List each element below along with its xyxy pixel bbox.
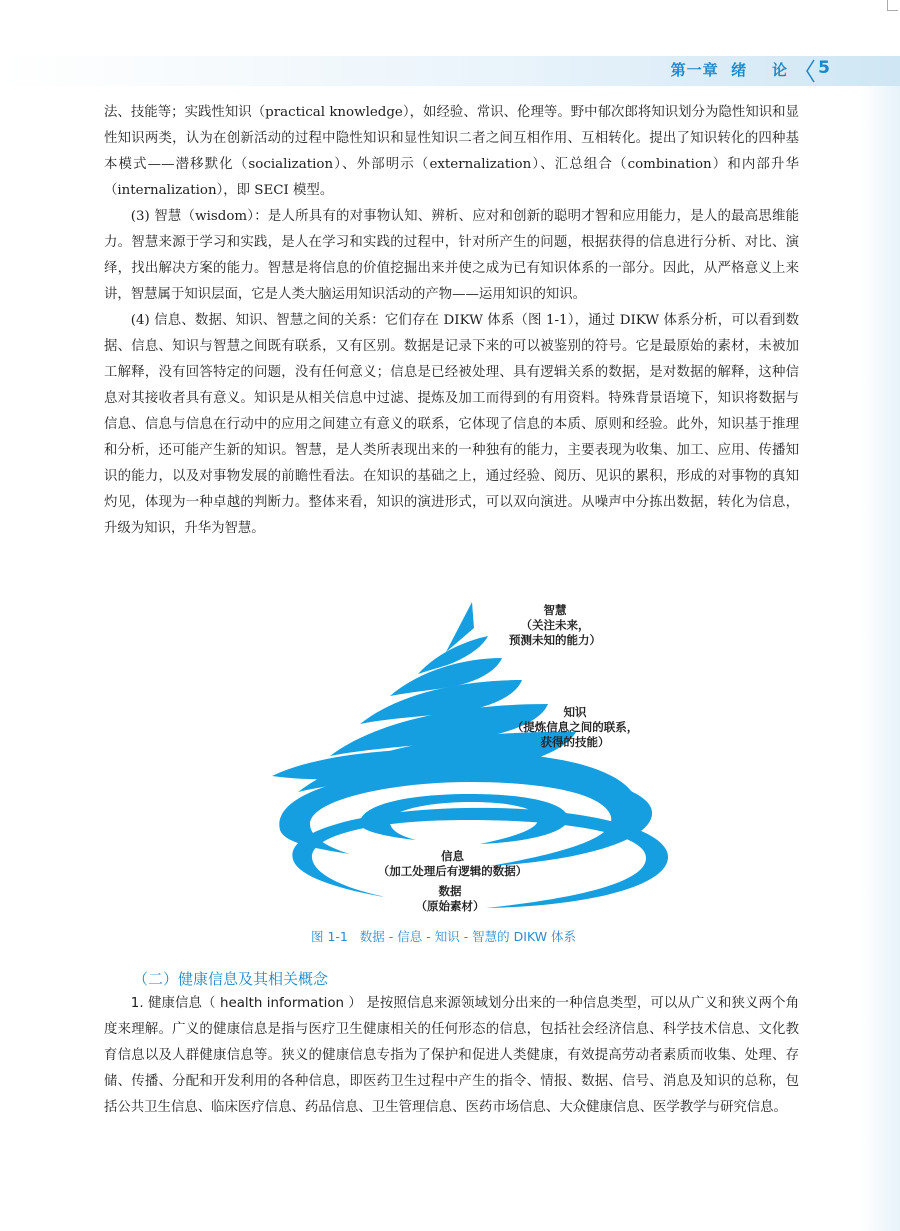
body-text-bottom: [104, 991, 799, 1121]
label-information-desc: （加工处理后有逻辑的数据）: [377, 864, 528, 878]
label-information-title: 信息: [441, 849, 464, 863]
body-text-top: [104, 100, 799, 542]
label-wisdom-title: 智慧: [543, 603, 567, 617]
label-knowledge-desc-1: （提炼信息之间的联系，: [511, 720, 639, 734]
label-data-desc: （原始素材）: [415, 899, 485, 913]
paragraph-wisdom: (3) 智慧（wisdom）：是人所具有的对事物认知、辨析、应对和创新的聪明才智和应用能力，是人的最高思维能力。智慧来源于学习和实践，是人在学习和实践的过程中，针对所产生的问题，根据获得的信息进行分析、对比、演绎，找出解决方案的能力。智慧是将信息的价值挖掘出来并使之成为已有知识体系的一部分。因此，从严格意义上来讲，智慧属于知识层面，它是人类大脑运用知识活动的产物——运用知识的知识。: [104, 209, 799, 302]
paragraph-health-information: [104, 991, 799, 1121]
label-wisdom-desc-1: （关注未来，: [520, 618, 590, 632]
dikw-diagram: [250, 600, 680, 925]
section-heading: （二）健康信息及其相关概念: [133, 970, 329, 988]
chapter-title: 第一章 绪 论: [670, 61, 788, 79]
crop-mark: [887, 0, 898, 11]
health-information-definition: 是按照信息来源领域划分出来的一种信息类型，可以从广义和狭义两个角度来理解。广义的健康信息是指与医疗卫生健康相关的任何形态的信息，包括社会经济信息、科学技术信息、文化教育信息以及人群健康信息等。狭义的健康信息专指为了保护和促进人类健康，有效提高劳动者素质而收集、处理、存储、传播、分配和开发利用的各种信息，即医药卫生过程中产生的指令、情报、数据、信号、消息及知识的总称，包括公共卫生信息、临床医疗信息、药品信息、卫生管理信息、医药市场信息、大众健康信息、医学教学与研究信息。: [104, 996, 799, 1115]
page-number: 5: [818, 58, 830, 78]
label-wisdom-desc-2: 预测未知的能力）: [509, 633, 601, 647]
label-knowledge-title: 知识: [563, 705, 587, 719]
label-knowledge-desc-2: 获得的技能）: [540, 735, 610, 749]
header-separator: [804, 58, 818, 84]
term-health-information: 1. 健康信息（ health information ）: [130, 996, 362, 1011]
figure-caption: 图 1-1 数据 - 信息 - 知识 - 智慧的 DIKW 体系: [311, 929, 577, 944]
page-edge-band: [860, 86, 900, 1231]
paragraph-seci: 法、技能等；实践性知识（practical knowledge），如经验、常识、伦理等。野中郁次郎将知识划分为隐性知识和显性知识两类，认为在创新活动的过程中隐性知识和显性知识二者之间互相作用、互相转化。提出了知识转化的四种基本模式——潜移默化（socialization）、外部明示（externalization）、汇总组合（combination）和内部升华（internalization），即 SECI 模型。: [104, 105, 799, 198]
paragraph-dikw-relation: (4) 信息、数据、知识、智慧之间的关系：它们存在 DIKW 体系（图 1-1），通过 DIKW 体系分析，可以看到数据、信息、知识与智慧之间既有联系，又有区别。数据是记录下来的可以被鉴别的符号。它是最原始的素材，未被加工解释，没有回答特定的问题，没有任何意义；信息是已经被处理、具有逻辑关系的数据，是对数据的解释，这种信息对其接收者具有意义。知识是从相关信息中过滤、提炼及加工而得到的有用资料。特殊背景语境下，知识将数据与信息、信息与信息在行动中的应用之间建立有意义的联系，它体现了信息的本质、原则和经验。此外，知识基于推理和分析，还可能产生新的知识。智慧，是人类所表现出来的一种独有的能力，主要表现为收集、加工、应用、传播知识的能力，以及对事物发展的前瞻性看法。在知识的基础之上，通过经验、阅历、见识的累积，形成的对事物的真知灼见，体现为一种卓越的判断力。整体来看，知识的演进形式，可以双向演进。从噪声中分拣出数据，转化为信息，升级为知识，升华为智慧。: [104, 313, 799, 536]
label-data-title: 数据: [438, 884, 462, 898]
